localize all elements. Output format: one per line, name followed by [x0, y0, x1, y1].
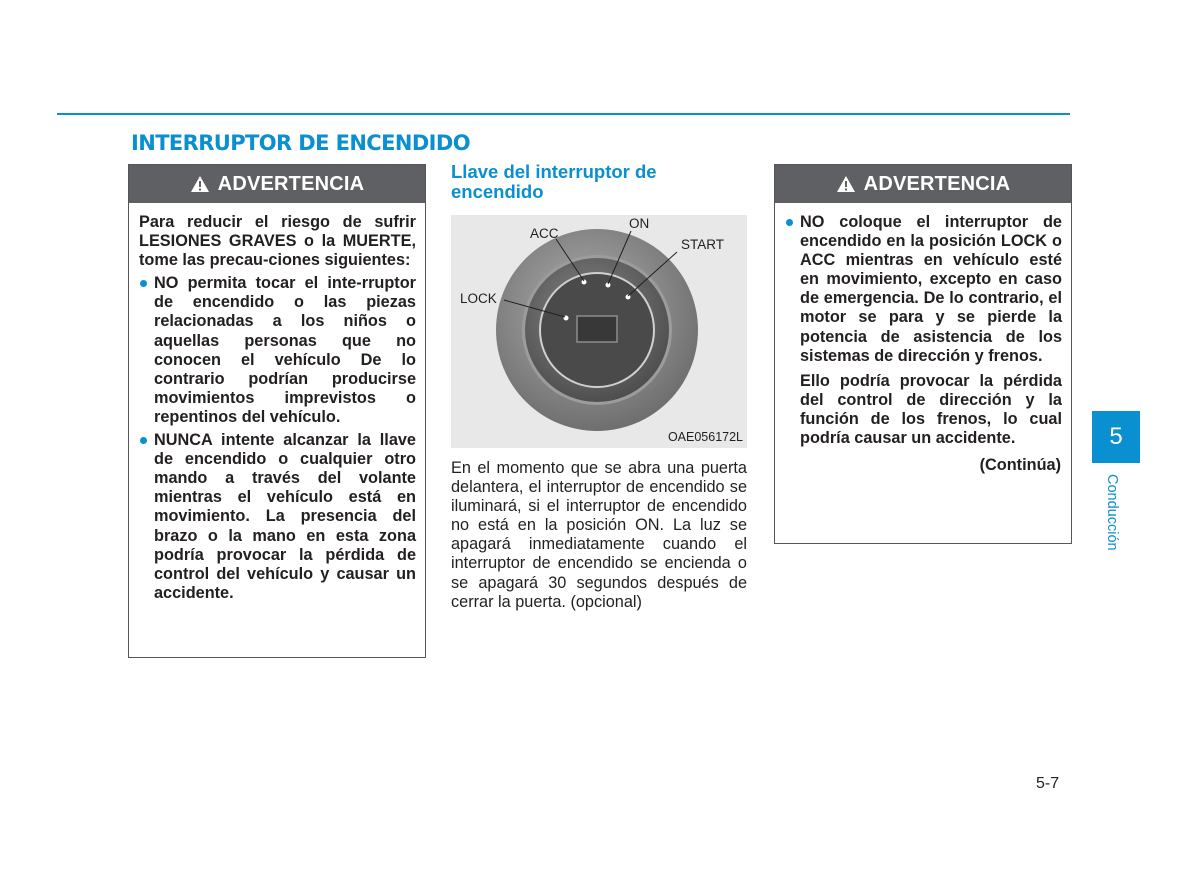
warning-triangle-icon: [836, 175, 856, 193]
label-on: ON: [629, 216, 650, 231]
body-paragraph: En el momento que se abra una puerta delantera, el interruptor de encendido se iluminará, si el interruptor de encendido no está en la posición ON. La luz se apagará inmediatamente cuando el interruptor de encendido se encienda o se apagará 30 segundos después de cerrar la puerta. (opcional): [451, 459, 747, 611]
warning-heading: ADVERTENCIA: [863, 172, 1011, 195]
warning-body: [775, 203, 1071, 485]
warning-intro: Para reducir el riesgo de sufrir LESIONES GRAVES o la MUERTE, tome las precau-ciones siguientes:: [139, 213, 416, 270]
warning-box-right: [774, 164, 1072, 544]
warning-item: NO permita tocar el inte-rruptor de encendido o las piezas relacionadas a los niños o aquellas personas que no conocen el vehículo De lo contrario podrían producirse movimientos imprevistos o repentinos del vehículo.: [139, 274, 416, 427]
chapter-label: Conducción: [1104, 474, 1120, 551]
warning-heading: ADVERTENCIA: [217, 172, 365, 195]
warning-header: [129, 165, 425, 203]
warning-list: [139, 274, 416, 603]
warning-body: [129, 203, 425, 617]
warning-item: NO coloque el interruptor de encendido en la posición LOCK o ACC mientras en vehículo esté en movimiento, excepto en caso de emergencia. De lo contrario, el motor se para y se pierde la potencia de asistencia de los sistemas de dirección y frenos.: [785, 213, 1062, 366]
warning-list: [785, 213, 1062, 366]
section-title: INTERRUPTOR DE ENCENDIDO: [131, 131, 470, 155]
ignition-figure: [451, 215, 747, 448]
header-rule: [57, 113, 1070, 115]
warning-box-left: [128, 164, 426, 658]
warning-item: NUNCA intente alcanzar la llave de encendido o cualquier otro mando a través del volante mientras el vehículo está en movimiento. La presencia del brazo o la mano en esta zona podría provocar la pérdida de control del vehículo y causar un accidente.: [139, 431, 416, 603]
label-start: START: [681, 237, 725, 252]
label-acc: ACC: [530, 226, 559, 241]
continued-note: (Continúa): [979, 456, 1061, 475]
figure-code: OAE056172L: [667, 430, 743, 444]
warning-triangle-icon: [190, 175, 210, 193]
warning-continuation: Ello podría provocar la pérdida del control de dirección y la función de los frenos, lo cual podría causar un accidente.: [800, 371, 1062, 448]
subheading: Llave del interruptor de encendido: [451, 161, 657, 202]
page-number: 5-7: [1036, 775, 1060, 792]
warning-header: [775, 165, 1071, 203]
label-lock: LOCK: [460, 291, 497, 306]
chapter-tab: 5: [1092, 411, 1140, 463]
